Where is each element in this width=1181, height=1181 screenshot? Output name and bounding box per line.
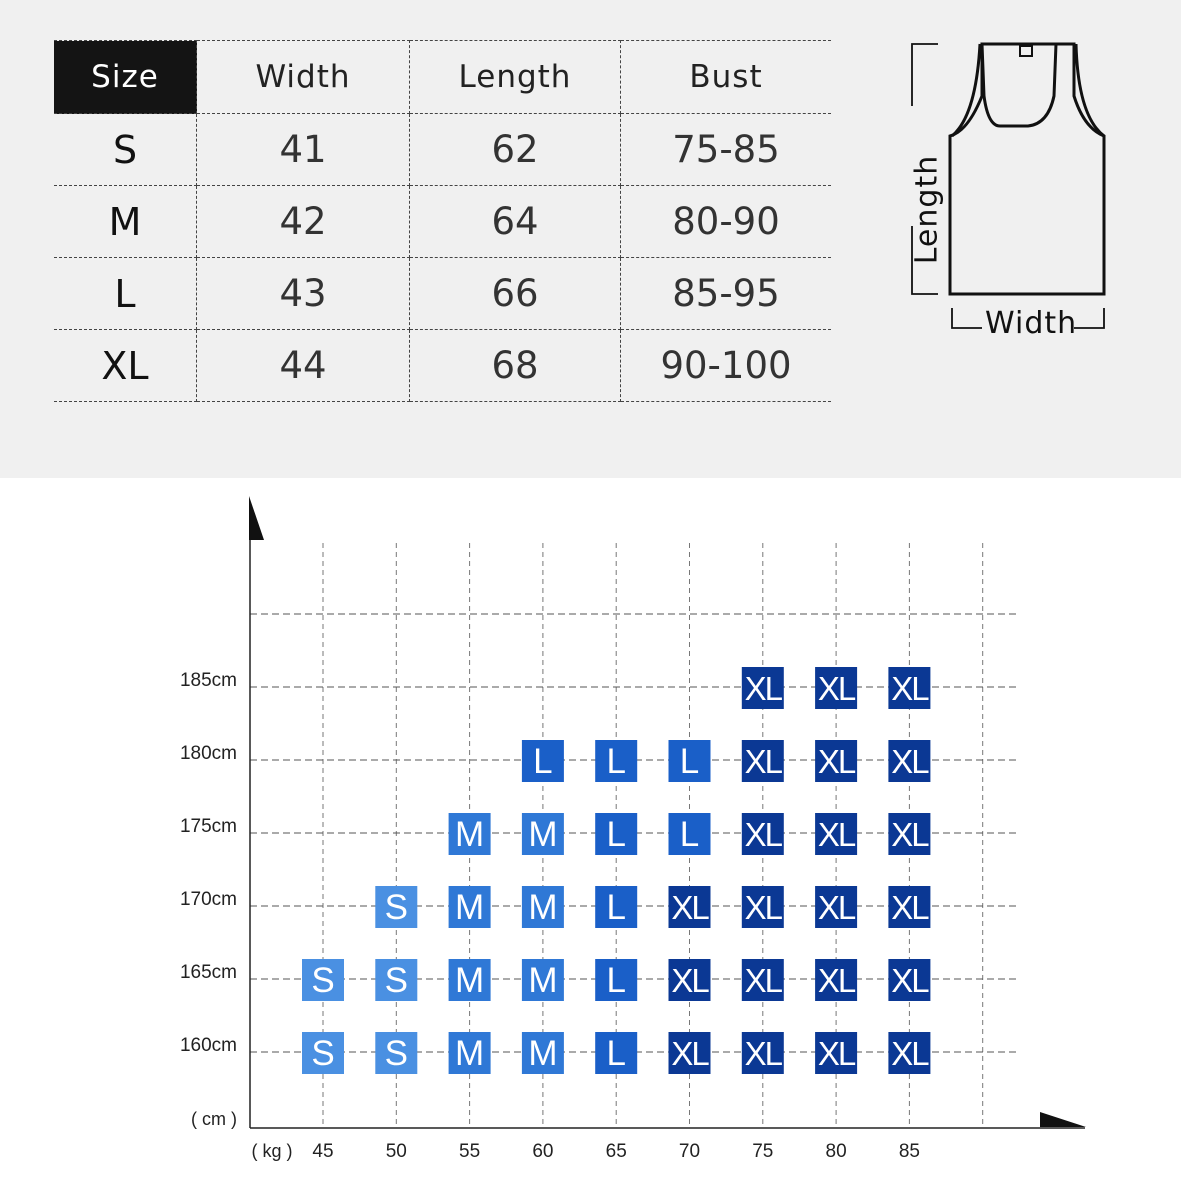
x-unit-label: ( kg ) [251,1141,293,1161]
size-recommendation-chart [0,478,1181,1181]
size-cell-label: XL [891,1035,928,1072]
size-cell-label: M [455,1034,485,1073]
size-cell-label: L [606,1034,626,1073]
size-cell-label: L [606,815,626,854]
size-cell-label: XL [817,743,855,780]
size-cell-label: S [311,1034,335,1073]
size-cell-label: L [606,742,626,781]
y-tick-label: 165cm [179,962,237,983]
size-cell-label: XL [891,889,928,926]
size-cell-label: L [533,742,553,781]
table-row [54,258,831,330]
size-cell-label: XL [744,743,781,780]
size-cell-label: XL [671,889,708,926]
size-cell-label: XL [671,962,708,999]
size-cell-label: L [606,961,626,1000]
table-row [54,186,831,258]
size-cell-label: XL [744,670,781,707]
length-cell: 66 [410,258,621,330]
size-cell-label: XL [744,889,781,926]
y-tick-label: 180cm [179,743,237,764]
x-tick-label: 50 [385,1141,407,1162]
y-axis-arrow [249,496,264,540]
size-cell-label: S [384,1034,408,1073]
x-tick-label: 75 [752,1141,774,1162]
bust-cell: 85-95 [621,258,832,330]
size-table-header-row [54,41,831,114]
size-cell-label: XL [744,816,781,853]
header-size: Size [54,41,197,114]
width-label: Width [985,306,1078,341]
size-cell-label: M [455,815,485,854]
size-cell-label: S [384,888,408,927]
width-cell: 42 [197,186,410,258]
bust-cell: 75-85 [621,114,832,186]
width-cell: 41 [197,114,410,186]
size-cell-label: S [384,961,408,1000]
y-unit-label: ( cm ) [191,1109,237,1129]
length-label: Length [909,154,945,265]
header-width: Width [197,41,410,114]
length-cell: 64 [410,186,621,258]
size-cell-label: L [679,742,700,781]
length-cell: 62 [410,114,621,186]
x-tick-label: 60 [532,1141,554,1162]
size-table [54,40,831,402]
size-info-panel [0,0,1181,478]
size-cell-label: XL [891,816,928,853]
table-row [54,330,831,402]
size-cell-label: M [528,888,558,927]
x-tick-label: 80 [825,1141,847,1162]
x-tick-label: 65 [605,1141,627,1162]
size-cell: S [54,114,197,186]
size-cell: XL [54,330,197,402]
size-cell-label: M [455,888,485,927]
size-cell-label: XL [744,1035,781,1072]
x-tick-label: 85 [898,1141,920,1162]
header-bust: Bust [621,41,832,114]
header-length: Length [410,41,621,114]
size-cell-label: XL [744,962,781,999]
size-cell-label: XL [817,889,855,926]
size-cell-label: M [528,1034,558,1073]
size-cell-label: L [679,815,700,854]
y-tick-label: 160cm [179,1035,237,1056]
x-tick-label: 45 [312,1141,334,1162]
bust-cell: 90-100 [621,330,832,402]
size-cell-label: S [311,961,335,1000]
size-cell-label: XL [671,1035,708,1072]
length-cell: 68 [410,330,621,402]
size-cell-label: XL [817,1035,855,1072]
y-tick-label: 170cm [179,889,237,910]
size-cell-label: XL [891,962,928,999]
x-tick-label: 70 [678,1141,701,1162]
y-tick-label: 185cm [179,670,237,691]
y-tick-label: 175cm [179,816,237,837]
size-cell-label: XL [891,670,928,707]
width-cell: 43 [197,258,410,330]
size-cell-label: XL [891,743,928,780]
size-cell-label: M [528,961,558,1000]
size-cell: L [54,258,197,330]
size-cell-label: XL [817,816,855,853]
size-cell: M [54,186,197,258]
size-cell-label: M [455,961,485,1000]
x-axis-arrow [1040,1112,1086,1127]
size-cell-label: L [606,888,626,927]
width-cell: 44 [197,330,410,402]
bust-cell: 80-90 [621,186,832,258]
size-cell-label: M [528,815,558,854]
tank-top-diagram [888,36,1118,356]
table-row [54,114,831,186]
size-cell-label: XL [817,670,855,707]
size-cell-label: XL [817,962,855,999]
x-tick-label: 55 [459,1141,481,1162]
